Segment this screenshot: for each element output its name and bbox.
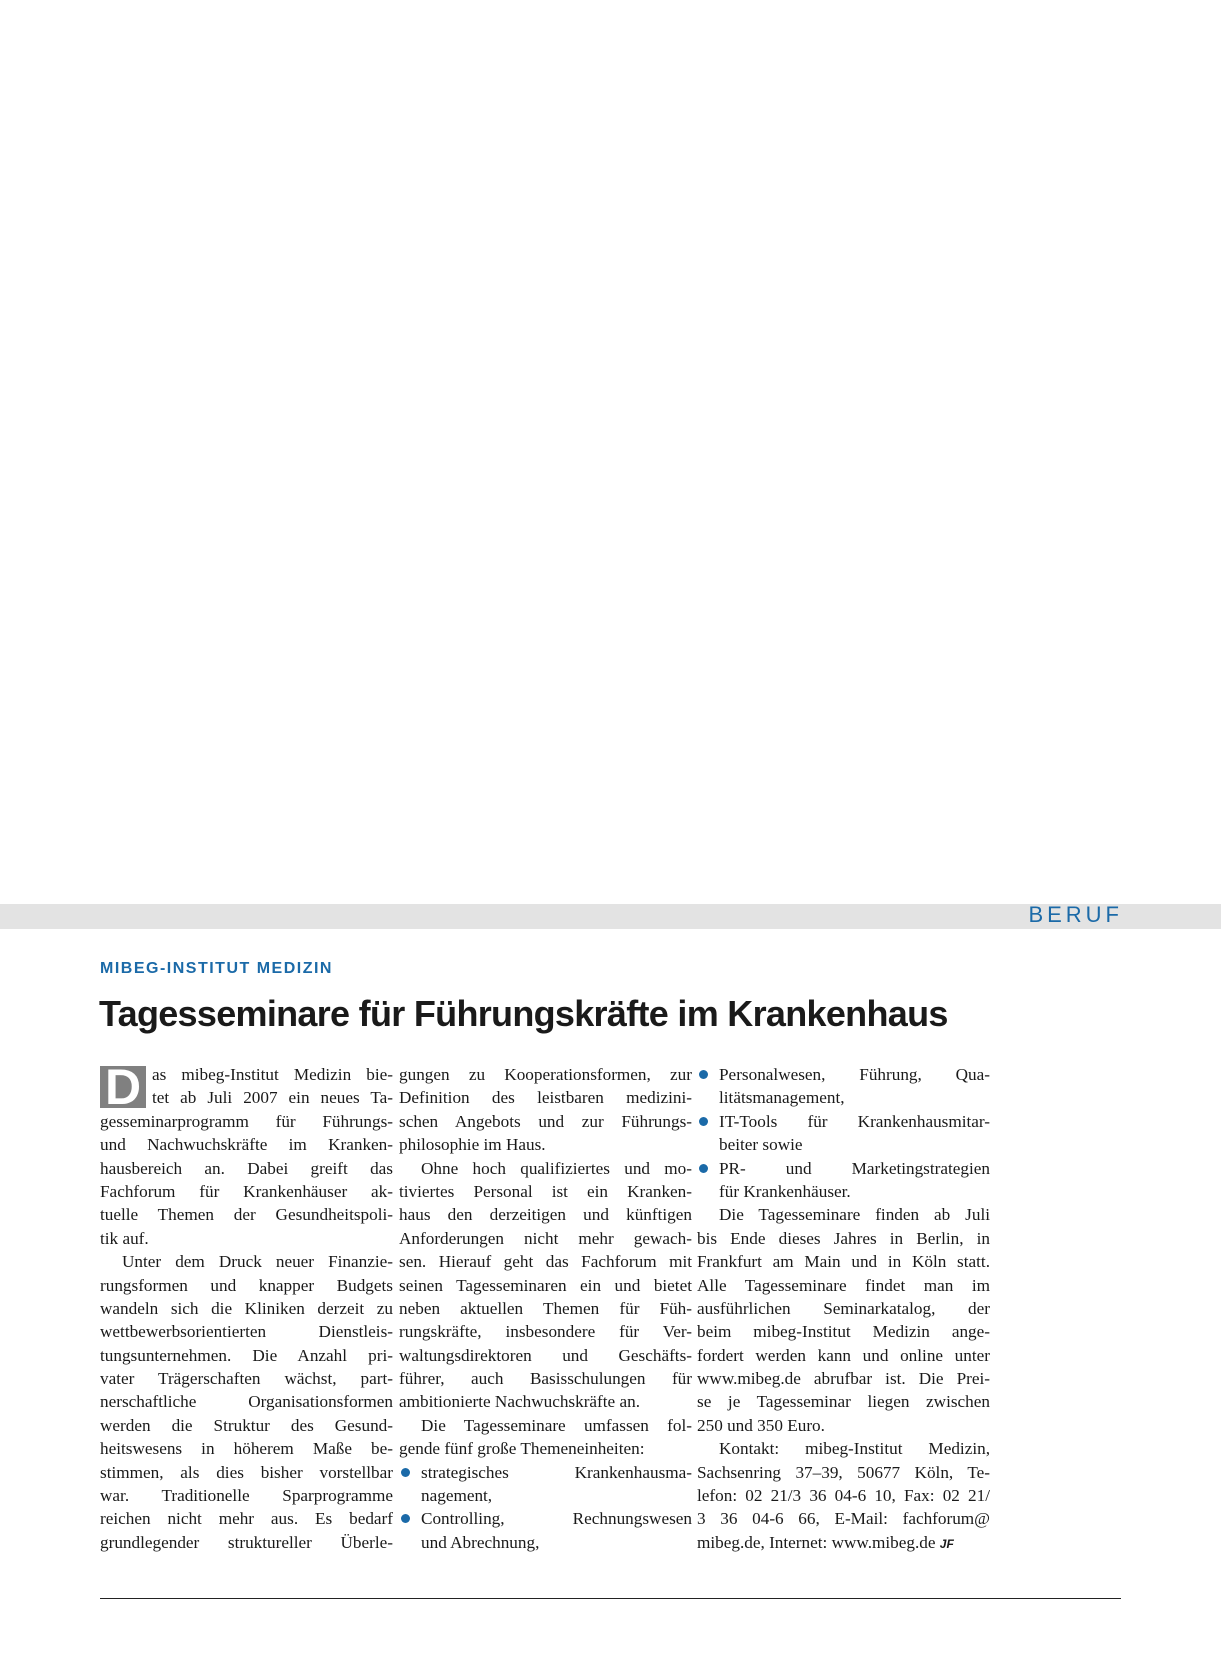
text-line: tik auf. — [100, 1228, 149, 1248]
bullet-item-continuation — [399, 1484, 692, 1507]
text-line: ausführlichen Seminarkatalog, der — [697, 1298, 990, 1318]
headline: Tagesseminare für Führungskräfte im Krankenhaus — [99, 993, 948, 1034]
text-line: fordert werden kann und online unter — [697, 1345, 990, 1365]
text-line: sen. Hierauf geht das Fachforum mit — [399, 1252, 692, 1272]
section-label: BERUF — [1028, 902, 1123, 927]
text-line: se je Tagesseminar liegen zwischen — [697, 1392, 990, 1412]
text-line: stimmen, als dies bisher vorstellbar — [100, 1462, 393, 1482]
text-line: philosophie im Haus. — [399, 1135, 546, 1155]
article-column-3 — [697, 1063, 990, 1554]
text-line: lefon: 02 21/3 36 04-6 10, Fax: 02 21/ — [697, 1486, 990, 1506]
text-line: Die Tagesseminare finden ab Juli — [719, 1205, 990, 1225]
bullet-dot-icon — [401, 1514, 410, 1523]
text-line: reichen nicht mehr aus. Es bedarf — [100, 1509, 393, 1529]
text-line: neben aktuellen Themen für Füh- — [399, 1298, 692, 1318]
bullet-item-continuation — [399, 1531, 692, 1554]
text-line: Frankfurt am Main und in Köln statt. — [697, 1252, 990, 1272]
text-line: Definition des leistbaren medizini- — [399, 1088, 692, 1108]
text-line: ambitionierte Nachwuchskräfte an. — [399, 1392, 641, 1412]
drop-cap: D — [100, 1066, 146, 1108]
text-line: Fachforum für Krankenhäuser ak- — [100, 1181, 393, 1201]
text-line: führer, auch Basisschulungen für — [399, 1369, 692, 1389]
text-line: nerschaftliche Organisationsformen — [100, 1392, 393, 1412]
article-column-1 — [100, 1059, 393, 1554]
bullet-dot-icon — [699, 1070, 708, 1079]
text-line: bis Ende dieses Jahres in Berlin, in — [697, 1228, 990, 1248]
bullet-dot-icon — [699, 1117, 708, 1126]
bullet-item — [697, 1063, 990, 1086]
text-line: tet ab Juli 2007 ein neues Ta- — [152, 1088, 393, 1108]
text-line: beim mibeg-Institut Medizin ange- — [697, 1322, 990, 1342]
text-line: tuelle Themen der Gesundheitspoli- — [100, 1205, 393, 1225]
bullet-text: beiter sowie — [719, 1135, 803, 1155]
bullet-text: PR- und Marketingstrategien — [719, 1158, 990, 1178]
text-line: war. Traditionelle Sparprogramme — [100, 1486, 393, 1506]
text-line-with-signature — [697, 1531, 990, 1554]
bullet-item-continuation — [697, 1180, 990, 1203]
text-line: seinen Tagesseminaren ein und bietet — [399, 1275, 692, 1295]
text-line: wettbewerbsorientierten Dienstleis- — [100, 1322, 393, 1342]
author-signature: JF — [939, 1536, 954, 1551]
text-line: waltungsdirektoren und Geschäfts- — [399, 1345, 692, 1365]
text-line: rungskräfte, insbesondere für Ver- — [399, 1322, 692, 1342]
text-line: 250 und 350 Euro. — [697, 1415, 825, 1435]
text-line: 3 36 04-6 66, E-Mail: fachforum@ — [697, 1509, 990, 1529]
bullet-text: und Abrechnung, — [421, 1532, 540, 1552]
bullet-item-continuation — [697, 1133, 990, 1156]
kicker: MIBEG-INSTITUT MEDIZIN — [100, 960, 333, 977]
bullet-text: litätsmanagement, — [719, 1088, 845, 1108]
text-line: tungsunternehmen. Die Anzahl pri- — [100, 1345, 393, 1365]
bullet-text: Controlling, Rechnungswesen — [421, 1509, 692, 1529]
article-column-2 — [399, 1063, 692, 1554]
bullet-item — [399, 1461, 692, 1484]
text-line: Sachsenring 37–39, 50677 Köln, Te- — [697, 1462, 990, 1482]
bullet-item-continuation — [697, 1086, 990, 1109]
bullet-text: IT-Tools für Krankenhausmitar- — [719, 1111, 990, 1131]
text-line: heitswesens in höherem Maße be- — [100, 1439, 393, 1459]
text-line: werden die Struktur des Gesund- — [100, 1415, 393, 1435]
text-line: hausbereich an. Dabei greift das — [100, 1158, 393, 1178]
bullet-dot-icon — [699, 1164, 708, 1173]
text-line: Anforderungen nicht mehr gewach- — [399, 1228, 692, 1248]
bullet-text: nagement, — [421, 1486, 493, 1506]
text-line: wandeln sich die Kliniken derzeit zu — [100, 1298, 393, 1318]
text-line: grundlegender struktureller Überle- — [100, 1532, 393, 1552]
text-line: Die Tagesseminare umfassen fol- — [421, 1415, 692, 1435]
text-line: Ohne hoch qualifiziertes und mo- — [421, 1158, 692, 1178]
bullet-item — [697, 1110, 990, 1133]
bullet-text: für Krankenhäuser. — [719, 1181, 851, 1201]
text-line: haus den derzeitigen und künftigen — [399, 1205, 692, 1225]
text-line: gungen zu Kooperationsformen, zur — [399, 1065, 692, 1084]
text-line: Kontakt: mibeg-Institut Medizin, — [719, 1439, 990, 1459]
text-line: rungsformen und knapper Budgets — [100, 1275, 393, 1295]
bullet-item — [399, 1507, 692, 1530]
bullet-text: strategisches Krankenhausma- — [421, 1462, 692, 1482]
text-line: as mibeg-Institut Medizin bie- — [152, 1065, 393, 1084]
text-line: gende fünf große Themeneinheiten: — [399, 1439, 645, 1459]
bullet-dot-icon — [401, 1468, 410, 1477]
text-line: schen Angebots und zur Führungs- — [399, 1111, 692, 1131]
text-line: Unter dem Druck neuer Finanzie- — [122, 1252, 393, 1272]
bullet-item — [697, 1157, 990, 1180]
text-line: und Nachwuchskräfte im Kranken- — [100, 1135, 393, 1155]
text-line: vater Trägerschaften wächst, part- — [100, 1369, 393, 1389]
bottom-rule — [100, 1598, 1121, 1599]
text-line: gesseminarprogramm für Führungs- — [100, 1111, 393, 1131]
bullet-text: Personalwesen, Führung, Qua- — [719, 1065, 990, 1084]
text-line: www.mibeg.de abrufbar ist. Die Prei- — [697, 1369, 990, 1389]
text-line: mibeg.de, Internet: www.mibeg.de — [697, 1532, 936, 1552]
text-line: tiviertes Personal ist ein Kranken- — [399, 1181, 692, 1201]
text-line: Alle Tagesseminare findet man im — [697, 1275, 990, 1295]
